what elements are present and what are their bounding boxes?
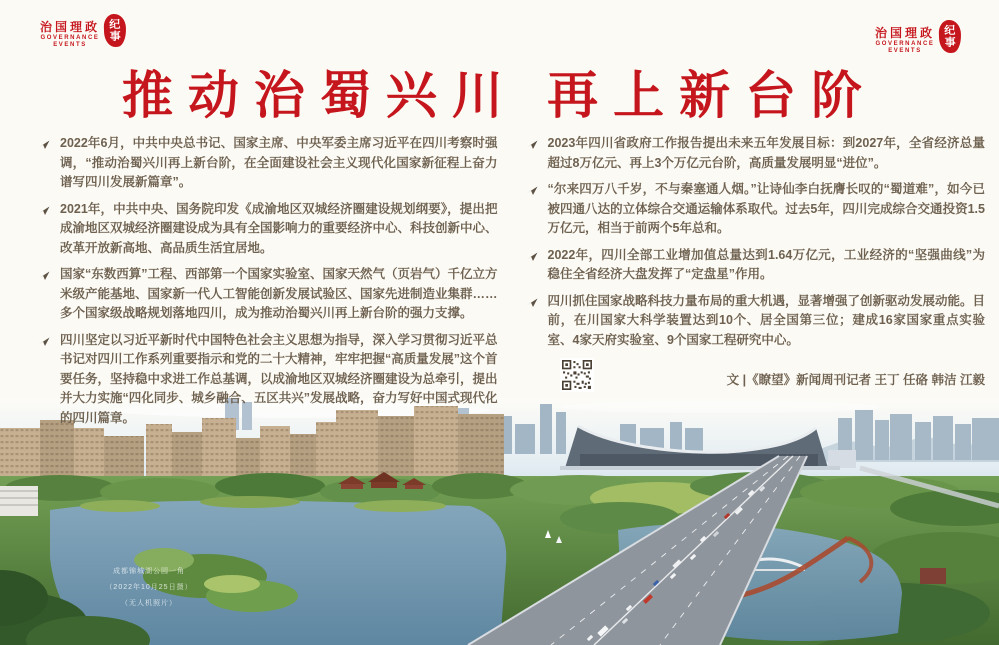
news-item-text: 2021年，中共中央、国务院印发《成渝地区双城经济圈建设规划纲要》，提出把成渝地区双城经济圈建设成为具有全国影响力的重要经济中心、科技创新中心、改革开放新高地、高品质生活宜居地。	[60, 201, 498, 255]
news-item-text: 国家“东数西算”工程、西部第一个国家实验室、国家天然气（页岩气）千亿立方米级产能基地、国家新一代人工智能创新发展试验区、国家先进制造业集群……多个国家级战略规划落地四川，成为推动治蜀兴川再上新台阶的强力支撑。	[60, 267, 498, 320]
news-item	[526, 180, 986, 239]
news-item-text: 四川坚定以习近平新时代中国特色社会主义思想为指导，深入学习贯彻习近平总书记对四川工作系列重要指示和党的二十大精神，牢牢把握“高质量发展”这个首要任务，坚持稳中求进工作总基调，以成渝地区双城经济圈建设为总牵引，提出并大力实施“四化同步、城乡融合、五区共兴”发展战略，奋力写好中国式现代化的四川篇章。	[60, 332, 498, 425]
article-body	[38, 134, 985, 435]
news-item	[38, 200, 498, 259]
arrow-bullet-icon	[526, 134, 548, 173]
pavilion	[920, 568, 946, 584]
white-building	[0, 486, 38, 516]
news-item-text: 2023年四川省政府工作报告提出未来五年发展目标：到2027年，全省经济总量超过8万亿元、再上3个万亿元台阶，高质量发展明显“进位”。	[547, 136, 985, 170]
left-column	[38, 134, 498, 435]
brand-logo-text	[875, 20, 935, 55]
page-title: 推动治蜀兴川 再上新台阶	[121, 67, 878, 124]
brand-logo-text	[40, 14, 100, 49]
brand-name-en-1: GOVERNANCE	[40, 35, 100, 41]
arrow-bullet-icon	[38, 265, 60, 324]
seal-icon: 纪事	[938, 20, 961, 54]
right-column	[526, 134, 986, 435]
news-item	[526, 134, 986, 173]
news-item	[38, 134, 498, 193]
brand-name-en-2: EVENTS	[888, 48, 922, 54]
news-item	[38, 331, 498, 429]
arrow-bullet-icon	[38, 134, 60, 193]
arrow-bullet-icon	[526, 180, 548, 239]
arrow-bullet-icon	[526, 292, 548, 351]
news-item	[526, 246, 986, 285]
photo-caption-line: 成都锦城湖公园一角	[113, 568, 185, 575]
brand-name-cn: 治国理政	[874, 26, 935, 40]
seal-icon: 纪事	[103, 14, 126, 48]
photo-caption-line: （无人机照片）	[121, 600, 177, 607]
brand-name-en-1: GOVERNANCE	[875, 41, 935, 47]
qr-code	[560, 358, 594, 392]
photo-caption	[84, 564, 214, 612]
arrow-bullet-icon	[526, 246, 548, 285]
article-footer	[526, 358, 986, 392]
news-item-text: 2022年，四川全部工业增加值总量达到1.64万亿元，工业经济的“坚强曲线”为稳住全省经济大盘发挥了“定盘星”作用。	[547, 247, 985, 281]
news-item-text: 2022年6月，中共中央总书记、国家主席、中央军委主席习近平在四川考察时强调，“推动治蜀兴川再上新台阶，在全面建设社会主义现代化国家新征程上奋力谱写四川发展新篇章”。	[60, 136, 498, 189]
news-item	[526, 292, 986, 351]
brand-name-cn: 治国理政	[40, 20, 101, 34]
city-photo	[0, 398, 999, 645]
brand-name-en-2: EVENTS	[53, 42, 87, 48]
news-item-text: 四川抓住国家战略科技力量布局的重大机遇，显著增强了创新驱动发展动能。目前，在川国家大科学装置达到10个、居全国第三位；建成16家国家重点实验室、4家天府实验室、9个国家工程研究中心。	[547, 293, 986, 347]
photo-caption-line: （2022年10月25日摄）	[105, 584, 193, 591]
news-item	[38, 265, 498, 324]
byline: 文 |《瞭望》新闻周刊记者 王丁 任硌 韩洁 江毅	[726, 373, 985, 387]
news-item-text: “尔来四万八千岁，不与秦塞通人烟。”让诗仙李白抚膺长叹的“蜀道难”，如今已被四通八达的立体综合交通运输体系取代。过去5年，四川完成综合交通投资1.5万亿元，相当于前两个5年总和。	[547, 182, 985, 235]
brand-logo-right	[875, 20, 961, 55]
arrow-bullet-icon	[38, 331, 60, 429]
arrow-bullet-icon	[38, 200, 60, 259]
brand-logo-left	[40, 14, 126, 49]
